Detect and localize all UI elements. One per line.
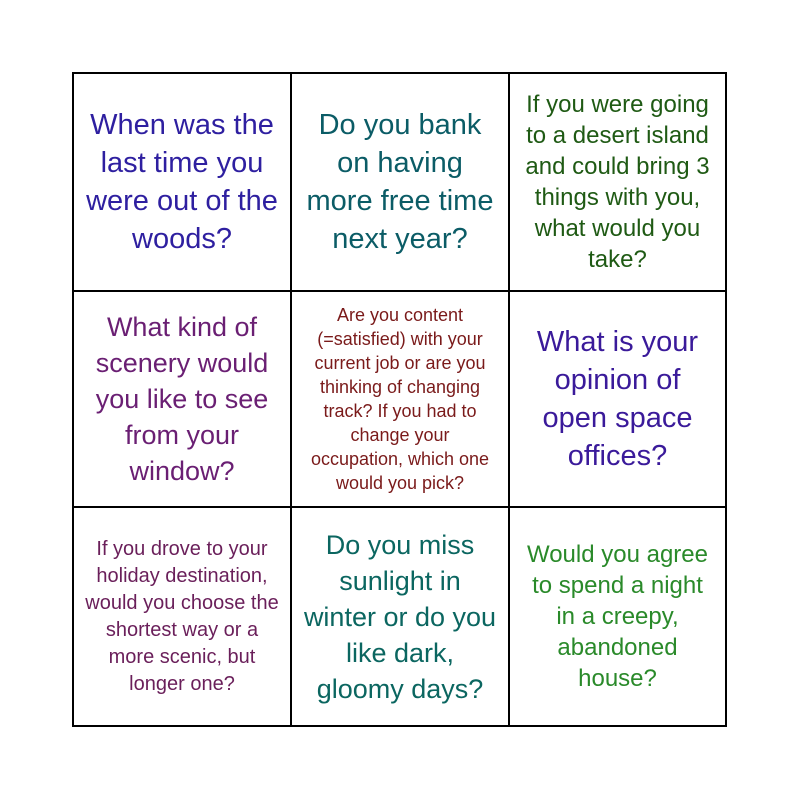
bingo-cell-2[interactable] <box>292 74 510 292</box>
bingo-cell-text: When was the last time you were out of the woods? <box>86 109 278 255</box>
bingo-cell-text: What is your opinion of open space offices? <box>536 326 699 472</box>
bingo-cell-text: If you drove to your holiday destination, would you choose the shortest way or a more scenic, but longer one? <box>85 537 279 695</box>
bingo-cell-7[interactable] <box>74 508 292 725</box>
bingo-cell-6[interactable] <box>510 292 725 508</box>
bingo-cell-text: Do you miss sunlight in winter or do you like dark, gloomy days? <box>303 529 497 704</box>
bingo-cell-3[interactable] <box>510 74 725 292</box>
bingo-board <box>72 72 727 727</box>
bingo-cell-1[interactable] <box>74 74 292 292</box>
bingo-cell-text: What kind of scenery would you like to see from your window? <box>95 312 269 486</box>
bingo-cell-5[interactable] <box>292 292 510 508</box>
bingo-cell-text: Are you content (=satisfied) with your current job or are you thinking of changing track? If you had to change your occupation, which one would you pick? <box>310 305 490 493</box>
bingo-cell-4[interactable] <box>74 292 292 508</box>
bingo-cell-text: Would you agree to spend a night in a creepy, abandoned house? <box>526 541 708 692</box>
bingo-cell-text: If you were going to a desert island and could bring 3 things with you, what would you take? <box>525 91 710 273</box>
bingo-cell-text: Do you bank on having more free time next year? <box>306 109 494 255</box>
bingo-cell-9[interactable] <box>510 508 725 725</box>
bingo-cell-8[interactable] <box>292 508 510 725</box>
